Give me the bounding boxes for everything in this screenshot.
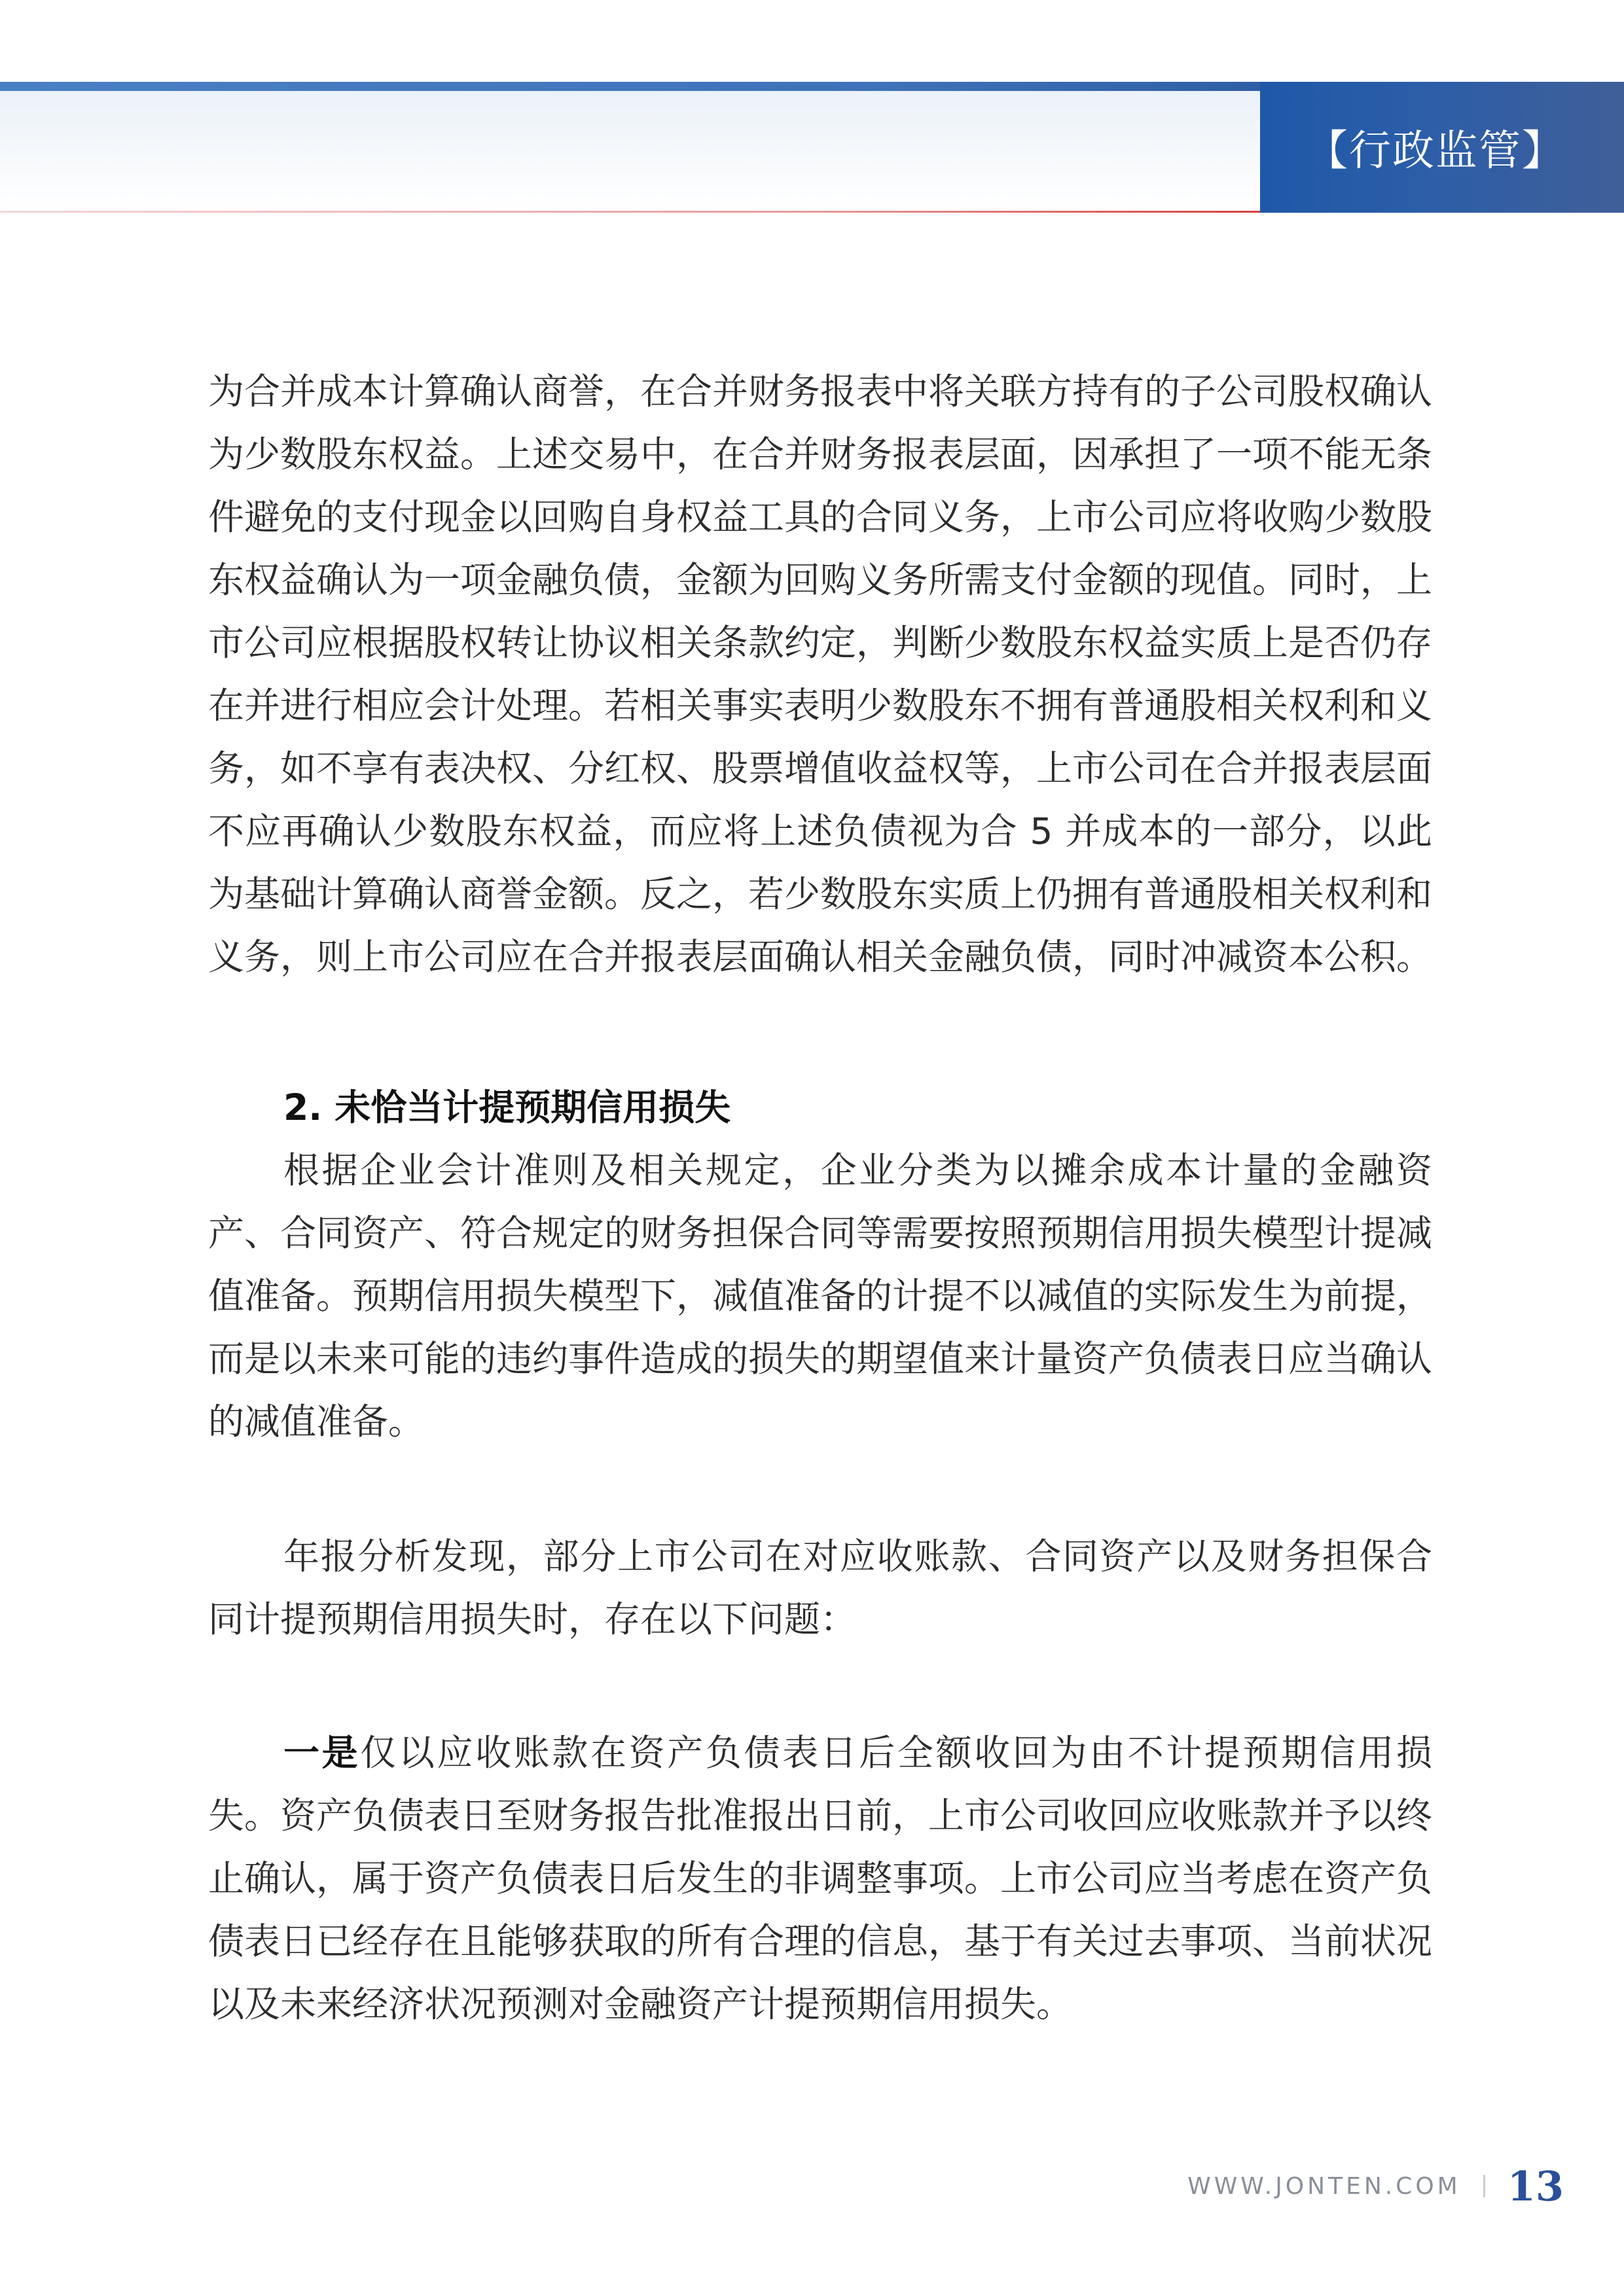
- paragraph-ecl-standards: 根据企业会计准则及相关规定，企业分类为以摊余成本计量的金融资产、合同资产、符合规定的财务担保合同等需要按照预期信用损失模型计提减值准备。预期信用损失模型下，减值准备的计提不以减值的实际发生为前提，而是以未来可能的违约事件造成的损失的期望值来计量资产负债表日应当确认的减值准备。: [208, 1149, 1433, 1443]
- paragraph-issue-one: [208, 1721, 1432, 2036]
- footer-divider: [1483, 2175, 1485, 2197]
- page-footer: [1187, 2153, 1564, 2219]
- document-body: [208, 360, 1432, 2036]
- paragraph-goodwill-minority-interest: 为合并成本计算确认商誉，在合并财务报表中将关联方持有的子公司股权确认为少数股东权益。上述交易中，在合并财务报表层面，因承担了一项不能无条件避免的支付现金以回购自身权益工具的合同义务，上市公司应将收购少数股东权益确认为一项金融负债，金额为回购义务所需支付金额的现值。同时，上市公司应根据股权转让协议相关条款约定，判断少数股东权益实质上是否仍存在并进行相应会计处理。若相关事实表明少数股东不拥有普通股相关权利和义务，如不享有表决权、分红权、股票增值收益权等，上市公司在合并报表层面不应再确认少数股东权益，而应将上述负债视为合 5 并成本的一部分，以此为基础计算确认商誉金额。反之，若少数股东实质上仍拥有普通股相关权利和义务，则上市公司应在合并报表层面确认相关金融负债，同时冲减资本公积。: [208, 370, 1433, 978]
- issue-one-text: 仅以应收账款在资产负债表日后全额收回为由不计提预期信用损失。资产负债表日至财务报告批准报出日前，上市公司收回应收账款并予以终止确认，属于资产负债表日后发生的非调整事项。上市公司应当考虑在资产负债表日已经存在且能够获取的所有合理的信息，基于有关过去事项、当前状况以及未来经济状况预测对金融资产计提预期信用损失。: [208, 1732, 1433, 2025]
- section-tag: 【行政监管】: [1260, 82, 1624, 213]
- header-band: [0, 82, 1260, 213]
- header-bottom-line: [0, 211, 1260, 213]
- section-heading-expected-credit-loss: 2. 未恰当计提预期信用损失: [283, 1086, 731, 1128]
- header-top-line: [0, 82, 1260, 91]
- issue-one-lead: 一是: [283, 1732, 361, 1774]
- paragraph-annual-report-findings: 年报分析发现，部分上市公司在对应收账款、合同资产以及财务担保合同计提预期信用损失时，存在以下问题：: [208, 1535, 1432, 1640]
- footer-website: WWW.JONTEN.COM: [1187, 2172, 1461, 2200]
- page-number: 13: [1507, 2162, 1564, 2210]
